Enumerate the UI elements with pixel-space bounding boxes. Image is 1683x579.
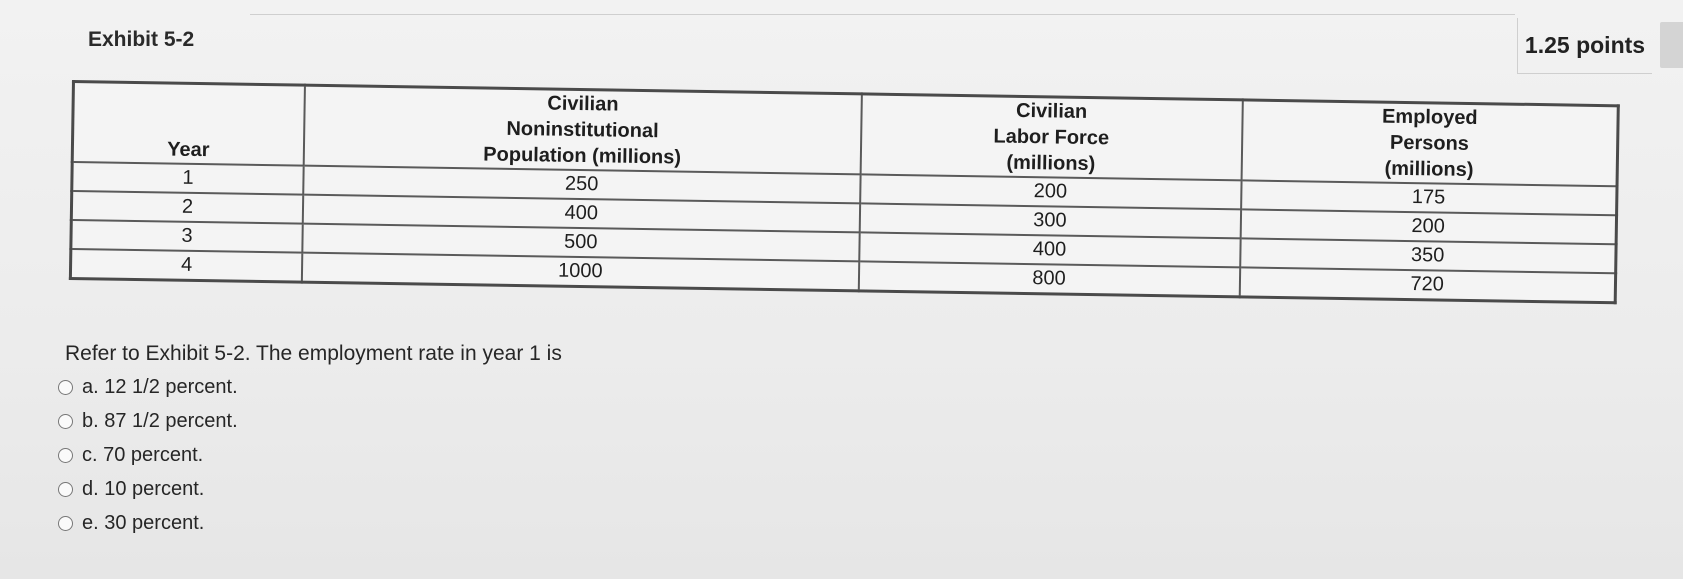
question-text: Refer to Exhibit 5-2. The employment rate in year 1 is (65, 342, 562, 365)
header-employed-line: Persons (1389, 131, 1470, 155)
points-label: 1.25 points (1524, 32, 1646, 58)
header-population-line: Civilian (547, 92, 619, 116)
radio-button-icon[interactable] (58, 414, 73, 429)
cell-labor-force: 800 (858, 261, 1239, 297)
cell-population: 250 (303, 166, 860, 204)
cell-year: 3 (71, 220, 303, 253)
header-year (72, 82, 305, 166)
header-population-line: Population (millions) (483, 143, 682, 169)
header-labor-force-line: (millions) (1006, 151, 1096, 176)
answer-option-label: b. 87 1/2 percent. (82, 409, 238, 432)
cell-population: 1000 (302, 253, 859, 291)
cell-labor-force: 400 (859, 232, 1240, 267)
exhibit-title: Exhibit 5-2 (88, 28, 195, 51)
answer-option-b[interactable] (58, 404, 238, 438)
side-panel-tab[interactable] (1660, 22, 1683, 68)
header-labor-force-line: Labor Force (993, 125, 1110, 150)
points-box (1517, 18, 1652, 74)
header-labor-force-line: Civilian (1015, 99, 1088, 123)
answer-option-d[interactable] (58, 472, 238, 506)
answer-options (58, 370, 238, 540)
answer-option-label: e. 30 percent. (82, 511, 205, 534)
answer-option-c[interactable] (58, 438, 238, 472)
radio-button-icon[interactable] (58, 380, 73, 395)
cell-employed: 175 (1241, 180, 1617, 215)
cell-employed: 720 (1239, 267, 1615, 302)
cell-employed: 350 (1240, 238, 1616, 273)
cell-year: 4 (70, 249, 302, 282)
header-divider (250, 14, 1515, 15)
header-employed-line: (millions) (1384, 157, 1474, 182)
cell-year: 1 (72, 162, 304, 195)
cell-labor-force: 200 (860, 174, 1241, 209)
header-population (304, 85, 862, 174)
cell-labor-force: 300 (859, 203, 1240, 238)
cell-employed: 200 (1240, 209, 1616, 244)
cell-year: 2 (71, 191, 303, 224)
radio-button-icon[interactable] (58, 482, 73, 497)
answer-option-label: c. 70 percent. (82, 443, 204, 466)
cell-population: 400 (303, 195, 860, 233)
answer-option-label: d. 10 percent. (82, 477, 205, 500)
exhibit-table (69, 80, 1620, 304)
header-year-label: Year (167, 138, 210, 162)
header-labor-force (860, 94, 1242, 180)
radio-button-icon[interactable] (58, 448, 73, 463)
answer-option-a[interactable] (58, 370, 238, 404)
answer-option-e[interactable] (58, 506, 238, 540)
header-employed (1241, 100, 1618, 186)
radio-button-icon[interactable] (58, 516, 73, 531)
exhibit-table-container (68, 80, 1620, 358)
answer-option-label: a. 12 1/2 percent. (82, 375, 238, 398)
header-employed-line: Employed (1381, 105, 1478, 130)
header-population-line: Noninstitutional (506, 117, 659, 143)
cell-population: 500 (302, 224, 859, 262)
